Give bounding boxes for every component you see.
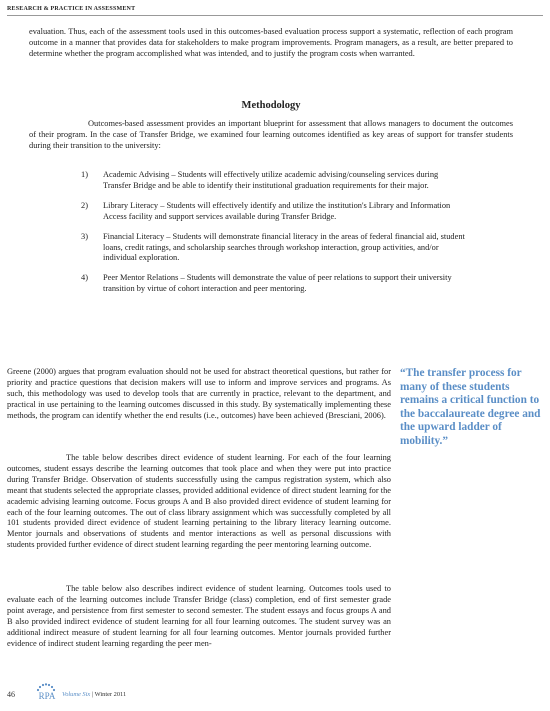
issue-info: [62, 691, 126, 698]
list-item-text: Academic Advising – Students will effectively utilize academic advising/counseling services during Transfer Bridge and be able to identify their institutional graduation requirements for their major.: [103, 170, 439, 190]
header-divider: [7, 15, 543, 16]
methodology-paragraph: Outcomes-based assessment provides an important blueprint for assessment that allows managers to document the outcomes of their program. In the case of Transfer Bridge, we examined four learning outcomes identified as key areas of support for transfer students during their transition to the university:: [29, 119, 513, 150]
running-header: RESEARCH & PRACTICE IN ASSESSMENT: [7, 6, 136, 12]
list-item-number: 4): [81, 273, 88, 283]
footer-separator: |: [90, 691, 95, 698]
list-item: [81, 232, 465, 265]
list-item: [81, 273, 465, 295]
list-item-text: Library Literacy – Students will effectively identify and utilize the institution's Library and Information Access facility and support services available during Transfer Bridge.: [103, 200, 451, 221]
page-number: 46: [7, 690, 15, 699]
list-item-text: Peer Mentor Relations – Students will demonstrate the value of peer relations to support their university transition by virtue of cohort interaction and peer mentoring.: [103, 273, 452, 294]
issue-label: Winter 2011: [94, 691, 127, 698]
list-item: [81, 201, 465, 223]
volume-label: Volume Six: [62, 691, 91, 698]
body-paragraph-indirect-evidence: The table below also describes indirect evidence of student learning. Outcomes tools used to evaluate each of the learning outcomes include Transfer Bridge (class) completion, end of first semester grade point average, and persistence from first semester to second semester. The student essays and focus groups A and B also provided indirect evidence of student learning for all four learning outcomes. The student survey was an additional indirect measure of student learning for all four learning outcomes. Mentor journals provided further evidence of indirect student learning regarding the peer men-: [7, 584, 391, 648]
logo-text: RPA: [38, 691, 56, 701]
list-item: [81, 170, 465, 192]
rpa-logo-icon: [34, 682, 60, 702]
pull-quote: “The transfer process for many of these students remains a critical function to the baccalaureate degree and the upward ladder of mobility.”: [400, 367, 541, 447]
section-heading-methodology: Methodology: [241, 100, 301, 111]
body-paragraph-greene: Greene (2000) argues that program evaluation should not be used for abstract theoretical questions, but rather for priority and practice questions that decision makers will use to inform and improve services and programs. As such, this methodology was used to develop tools that are currently in practice, relevant to the department, and practical in use pertaining to the learning outcomes discussed in this study. By systematically implementing these methods, the program can identify whether the end results (i.e., outcomes) have been achieved (Bresciani, 2006).: [7, 367, 391, 420]
body-paragraph-direct-evidence: The table below describes direct evidence of student learning. For each of the four learning outcomes, student essays describe the learning outcomes that took place and when they were put into practice during Transfer Bridge. Observation of students successfully using the campus registration system, which also meant that students selected the appropriate classes, provided additional evidence of direct student learning for the academic advising learning outcome. Focus groups A and B also provided direct evidence of student learning for each of the four learning outcomes. The out of class library assignment which was successfully completed by all 101 students provided direct evidence of student learning pertaining to the library literacy learning outcome. Mentor journals and observations of students and mentor interactions as well as personal discussions with students provided further evidence of direct student learning regarding the peer mentoring learning outcome.: [7, 453, 391, 550]
list-item-text: Financial Literacy – Students will demonstrate financial literacy in the areas of federal financial aid, student loans, credit ratings, and scholarship searches through workshop interaction, group activities, and/or individual exploration.: [103, 231, 465, 263]
list-item-number: 1): [81, 170, 88, 179]
intro-paragraph: evaluation. Thus, each of the assessment tools used in this outcomes-based evaluation process support a systematic, reflection of each program outcome in a manner that provides data for stakeholders to make program improvements. Program managers, as a result, are better prepared to determine whether the program accomplished what was intended, and to justify the program costs when warranted.: [29, 27, 513, 58]
list-item-number: 2): [81, 200, 88, 210]
list-item-number: 3): [81, 231, 88, 241]
learning-outcomes-list: [81, 170, 465, 304]
